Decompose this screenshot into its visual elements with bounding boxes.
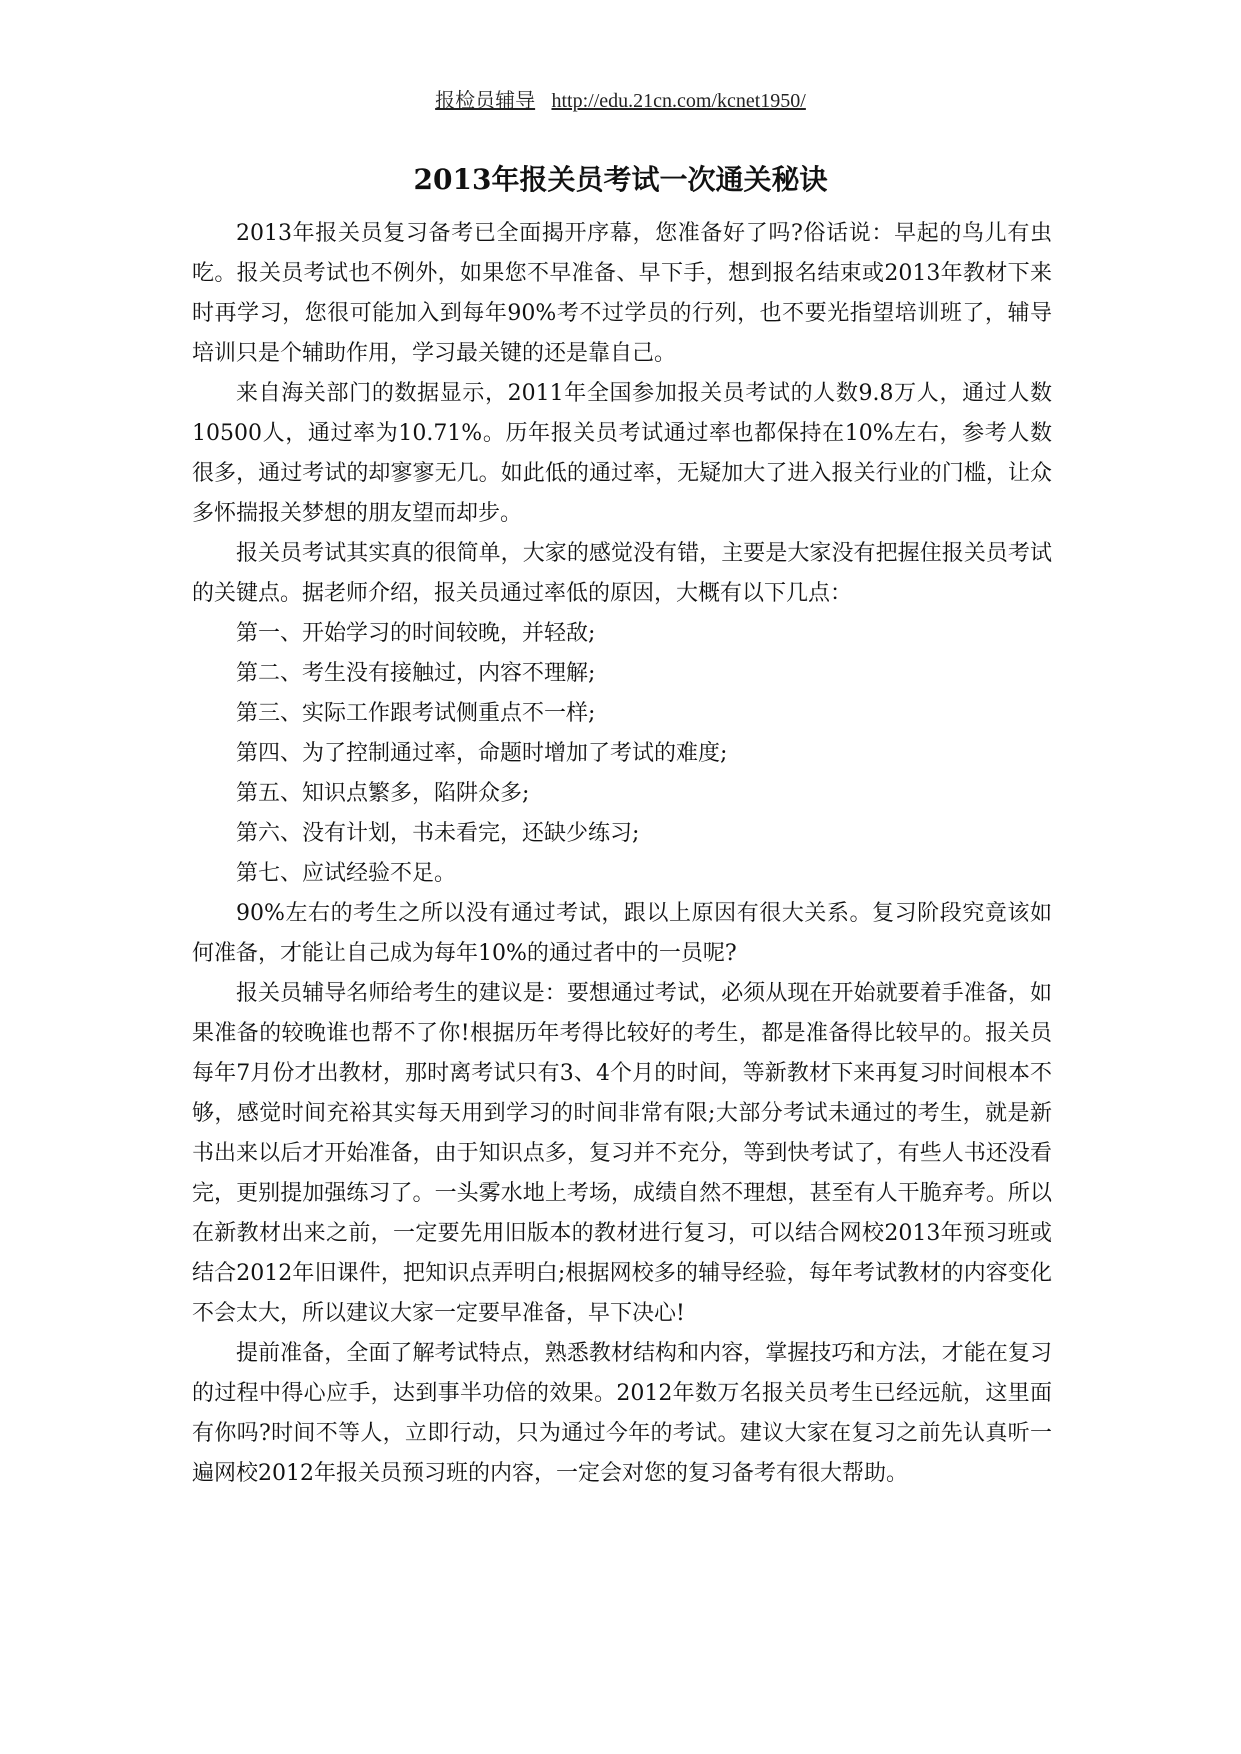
reason-item-6: 第六、没有计划，书未看完，还缺少练习;: [236, 821, 640, 846]
reason-item-3: 第三、实际工作跟考试侧重点不一样;: [236, 701, 596, 726]
reason-item-5: 第五、知识点繁多，陷阱众多;: [236, 781, 530, 806]
header-text: 报检员辅导: [435, 88, 536, 112]
paragraph-statistics: 来自海关部门的数据显示，2011年全国参加报关员考试的人数9.8万人，通过人数10500人，通过率为10.71%。历年报关员考试通过率也都保持在10%左右，参考人数很多，通过考试的却寥寥无几。如此低的通过率，无疑加大了进入报关行业的门槛，让众多怀揣报关梦想的朋友望而却步。: [192, 381, 1052, 526]
paragraph-question: 90%左右的考生之所以没有通过考试，跟以上原因有很大关系。复习阶段究竟该如何准备，才能让自己成为每年10%的通过者中的一员呢?: [192, 901, 1052, 966]
reasons-list: [192, 614, 1052, 894]
reason-item-4: 第四、为了控制通过率，命题时增加了考试的难度;: [236, 741, 728, 766]
reason-item-1: 第一、开始学习的时间较晚，并轻敌;: [236, 621, 596, 646]
paragraph-advice: 报关员辅导名师给考生的建议是：要想通过考试，必须从现在开始就要着手准备，如果准备的较晚谁也帮不了你!根据历年考得比较好的考生，都是准备得比较早的。报关员每年7月份才出教材，那时离考试只有3、4个月的时间，等新教材下来再复习时间根本不够，感觉时间充裕其实每天用到学习的时间非常有限;大部分考试未通过的考生，就是新书出来以后才开始准备，由于知识点多，复习并不充分，等到快考试了，有些人书还没看完，更别提加强练习了。一头雾水地上考场，成绩自然不理想，甚至有人干脆弃考。所以在新教材出来之前，一定要先用旧版本的教材进行复习，可以结合网校2013年预习班或结合2012年旧课件，把知识点弄明白;根据网校多的辅导经验，每年考试教材的内容变化不会太大，所以建议大家一定要早准备，早下决心!: [192, 981, 1052, 1326]
reason-item-2: 第二、考生没有接触过，内容不理解;: [236, 661, 596, 686]
paragraph-reasons-intro: 报关员考试其实真的很简单，大家的感觉没有错，主要是大家没有把握住报关员考试的关键点。据老师介绍，报关员通过率低的原因，大概有以下几点：: [192, 541, 1052, 606]
header-link[interactable]: http://edu.21cn.com/kcnet1950/: [551, 90, 806, 112]
reason-item-7: 第七、应试经验不足。: [236, 861, 457, 886]
page-header: [0, 86, 1241, 115]
document-body: [192, 214, 1052, 1494]
paragraph-conclusion: 提前准备，全面了解考试特点，熟悉教材结构和内容，掌握技巧和方法，才能在复习的过程中得心应手，达到事半功倍的效果。2012年数万名报关员考生已经远航，这里面有你吗?时间不等人，立即行动，只为通过今年的考试。建议大家在复习之前先认真听一遍网校2012年报关员预习班的内容，一定会对您的复习备考有很大帮助。: [192, 1341, 1052, 1486]
document-title: 2013年报关员考试一次通关秘诀: [413, 163, 828, 196]
paragraph-intro: 2013年报关员复习备考已全面揭开序幕，您准备好了吗?俗话说：早起的鸟儿有虫吃。报关员考试也不例外，如果您不早准备、早下手，想到报名结束或2013年教材下来时再学习，您很可能加入到每年90%考不过学员的行列，也不要光指望培训班了，辅导培训只是个辅助作用，学习最关键的还是靠自己。: [192, 221, 1052, 366]
